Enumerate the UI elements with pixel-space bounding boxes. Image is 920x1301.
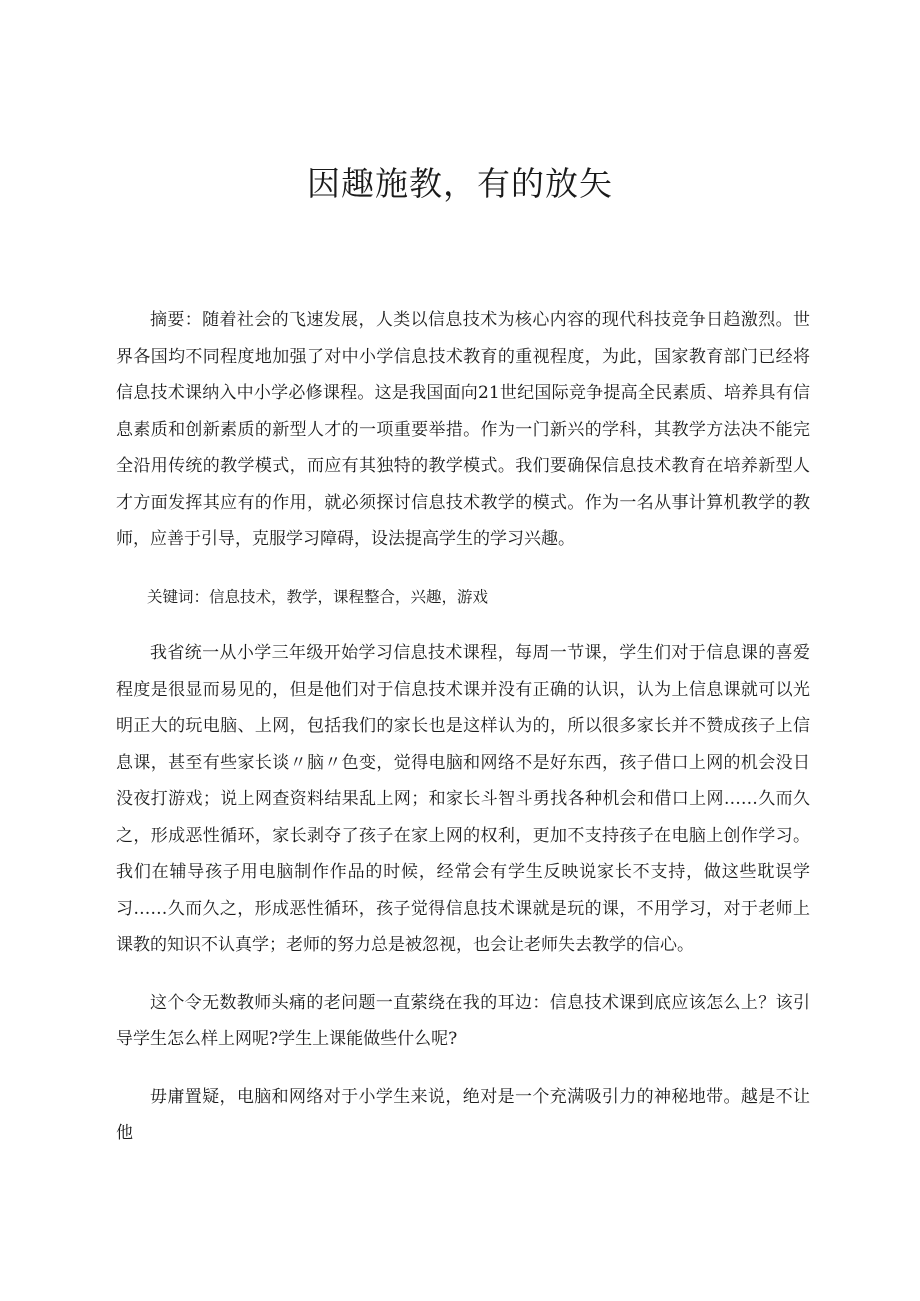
abstract-paragraph: 摘要：随着社会的飞速发展，人类以信息技术为核心内容的现代科技竞争日趋激烈。世界各国均不同程度地加强了对中小学信息技术教育的重视程度，为此，国家教育部门已经将信息技术课纳入中小学必修课程。这是我国面向21世纪国际竞争提高全民素质、培养具有信息素质和创新素质的新型人才的一项重要举措。作为一门新兴的学科，其教学方法决不能完全沿用传统的教学模式，而应有其独特的教学模式。我们要确保信息技术教育在培养新型人才方面发挥其应有的作用，就必须探讨信息技术教学的模式。作为一名从事计算机教学的教师，应善于引导，克服学习障碍，设法提高学生的学习兴趣。 (116, 310, 810, 549)
keywords-line: 关键词：信息技术，教学，课程整合，兴趣，游戏 (147, 587, 489, 606)
body-paragraph: 我省统一从小学三年级开始学习信息技术课程，每周一节课，学生们对于信息课的喜爱程度是很显而易见的，但是他们对于信息技术课并没有正确的认识，认为上信息课就可以光明正大的玩电脑、上网，包括我们的家长也是这样认为的，所以很多家长并不赞成孩子上信息课，甚至有些家长谈〃脑〃色变，觉得电脑和网络不是好东西，孩子借口上网的机会没日没夜打游戏；说上网查资料结果乱上网；和家长斗智斗勇找各种机会和借口上网……久而久之，形成恶性循环，家长剥夺了孩子在家上网的权利，更加不支持孩子在电脑上创作学习。我们在辅导孩子用电脑制作作品的时候，经常会有学生反映说家长不支持，做这些耽误学习……久而久之，形成恶性循环，孩子觉得信息技术课就是玩的课，不用学习，对于老师上课教的知识不认真学；老师的努力总是被忽视，也会让老师失去教学的信心。 (116, 643, 810, 955)
body-paragraph: 毋庸置疑，电脑和网络对于小学生来说，绝对是一个充满吸引力的神秘地带。越是不让他 (116, 1086, 810, 1143)
document-title: 因趣施教，有的放矢 (307, 164, 613, 203)
document-body (116, 302, 810, 1152)
body-paragraph: 这个令无数教师头痛的老问题一直萦绕在我的耳边：信息技术课到底应该怎么上？该引导学生怎么样上网呢?学生上课能做些什么呢? (116, 992, 810, 1049)
